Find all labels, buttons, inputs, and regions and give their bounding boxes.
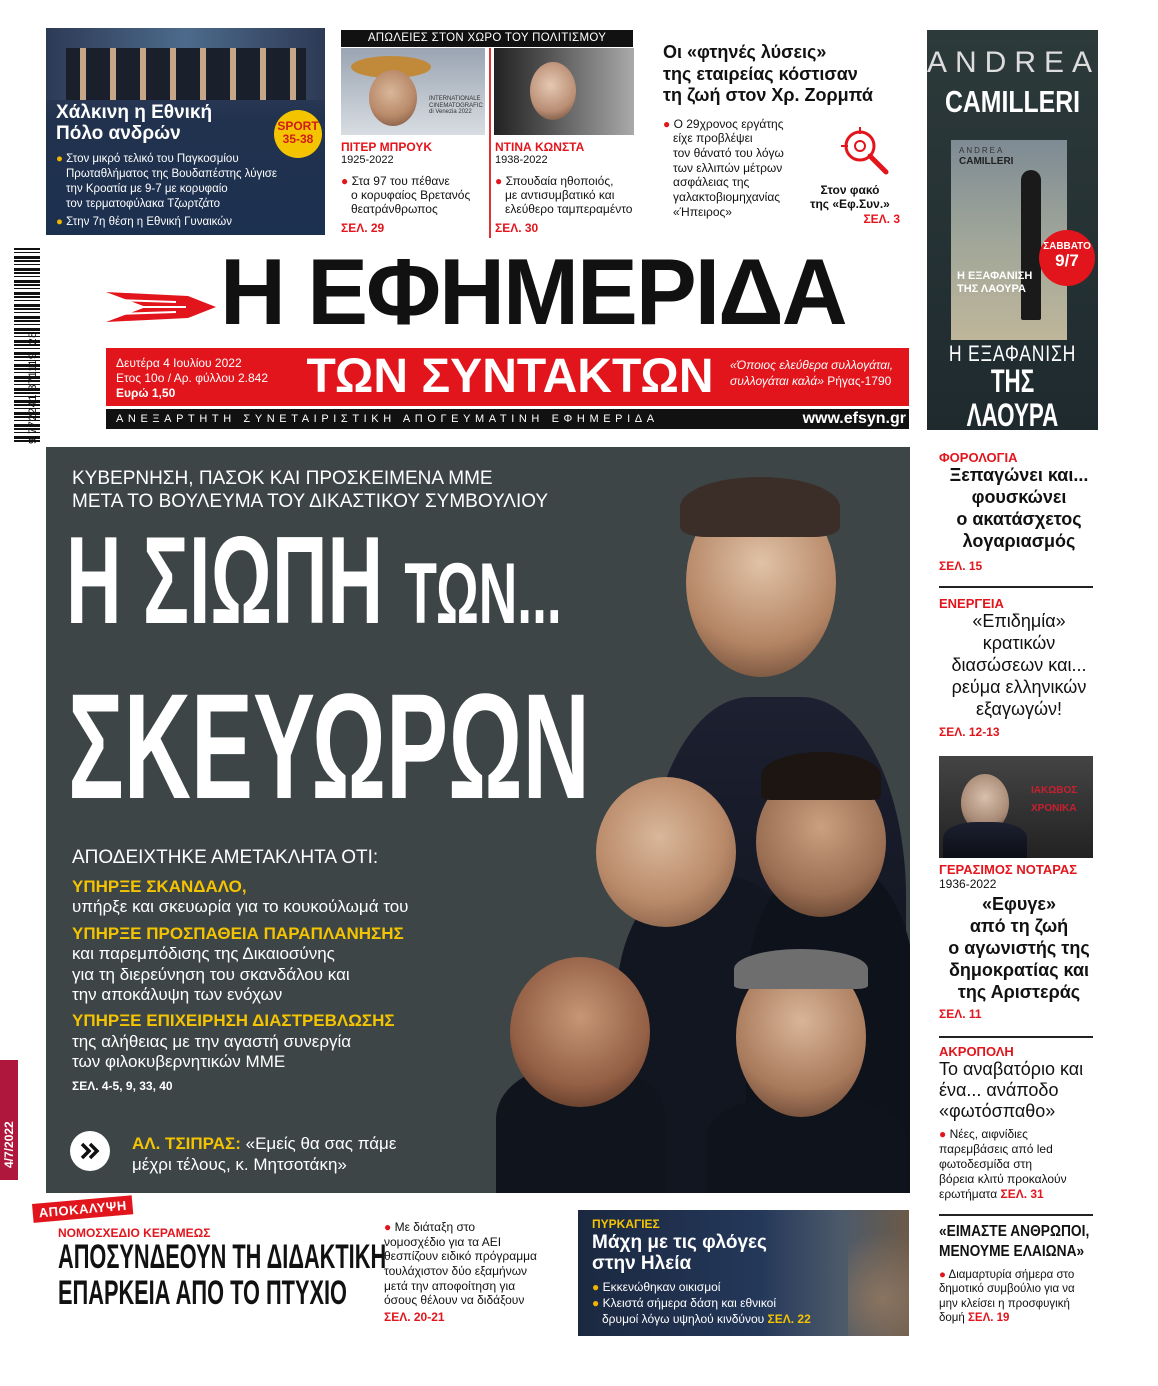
tsipras-quote-1: «Εμείς θα σας πάμε [245,1134,397,1153]
konsta-page[interactable]: ΣΕΛ. 30 [495,220,539,235]
team-photo [46,28,325,100]
energy-story[interactable] [939,596,1099,739]
acropolis-line-1: Το αναβατόριο και [939,1059,1084,1079]
energy-page[interactable]: ΣΕΛ. 12-13 [939,724,1000,739]
kerameos-text-6: όσους θέλουν να διδάξουν [384,1293,525,1308]
energy-line-3: διασώσεων και... [951,654,1087,675]
book-title-1: Η ΕΞΑΦΑΝΙΣΗ [948,341,1077,366]
kerameos-kicker: ΝΟΜΟΣΧΕΔΙΟ ΚΕΡΑΜΕΩΣ [58,1226,211,1240]
notaras-section: ΓΕΡΑΣΙΜΟΣ ΝΟΤΑΡΑΣ [939,862,1078,877]
cheap-title-2: της εταιρείας κόστισαν [663,63,858,84]
sport-badge-label: SPORT [277,119,319,133]
point-2-line-2: για τη διερεύνηση του σκανδάλου και [72,964,350,984]
tax-line-3: ο ακατάσχετος [956,508,1082,529]
cheap-title-3: τη ζωή στον Χρ. Ζορμπά [663,85,873,106]
acropolis-story[interactable]: ΑΚΡΟΠΟΛΗ Το αναβατόριο και ένα... ανάποδο «φωτόσπαθο» ● Νέες, αιφνίδιες παρεμβάσεις από led φωτοδεσμίδα στη βόρεια κλιτύ προκαλούν ερωτήματα ΣΕΛ. 31 [939,1044,1099,1202]
point-2-line-3: την αποκάλυψη των ενόχων [72,984,283,1004]
fires-bullet-1: Εκκενώθηκαν οικισμοί [602,1280,721,1294]
konsta-text-3: ελεύθερο ταμπεραμέντο [505,202,633,217]
kerameos-page[interactable]: ΣΕΛ. 20-21 [384,1309,445,1324]
elaiona-page[interactable]: ΣΕΛ. 19 [968,1312,1010,1325]
fires-title-2: στην Ηλεία [592,1253,692,1275]
energy-line-5: εξαγωγών! [975,698,1063,719]
reveal-badge: ΑΠΟΚΑΛΥΨΗ [32,1195,134,1223]
peter-brook-photo[interactable] [341,48,485,135]
headline-part-3: ΣΚΕΥΩΡΩΝ [68,662,590,830]
acropolis-text-5: ερωτήματα [939,1186,998,1201]
cheap-text-6: γαλακτοβιομηχανίας [673,189,781,204]
notaras-photo-text-1: ΙΑΚΩΒΟΣ [1031,785,1078,796]
konsta-years: 1938-2022 [495,154,548,167]
sport-bullet-2: Στην 7η θέση η Εθνική Γυναικών [66,215,233,228]
website-link[interactable]: www.efsyn.gr [802,410,906,427]
masthead-title: Η ΕΦΗΜΕΡΙΔΑ [220,239,846,344]
cover-title-2: ΤΗΣ ΛΑΟΥΡΑ [957,283,1026,296]
book-date-badge [1039,230,1095,286]
quote-line-1: «Όποιος ελεύθερα συλλογάται, [730,358,894,372]
cheap-page[interactable]: ΣΕΛ. 3 [863,211,900,226]
acropolis-text-4: βόρεια κλιτύ προκαλούν [939,1171,1067,1186]
book-badge-day: ΣΑΒΒΑΤΟ [1043,241,1091,252]
brook-text-1: Στα 97 του πέθανε [351,173,450,188]
book-ad[interactable] [927,30,1101,433]
notaras-line-5: της Αριστεράς [957,981,1081,1002]
konsta-text-2: με αντισυμβατικό και [505,187,615,202]
venice-text-2: CINEMATOGRAFIC [429,102,483,109]
notaras-line-3: ο αγωνιστής της [948,937,1090,958]
acropolis-line-2: ένα... ανάποδο [939,1080,1059,1101]
book-author-2: CAMILLERI [944,84,1080,119]
culture-banner: ΑΠΩΛΕΙΕΣ ΣΤΟΝ ΧΩΡΟ ΤΟΥ ΠΟΛΙΤΙΣΜΟΥ [341,30,633,47]
point-3-line-1: της αλήθειας με την αγαστή συνεργία [72,1031,352,1051]
notaras-story[interactable] [939,862,1099,1021]
point-3-head: ΥΠΗΡΞΕ ΕΠΙΧΕΙΡΗΣΗ ΔΙΑΣΤΡΕΒΛΩΣΗΣ [72,1011,395,1031]
konsta-name: ΝΤΙΝΑ ΚΩΝΣΤΑ [495,140,585,154]
barcode-number: 9 772241 371119 [27,352,39,444]
arrow-circle-icon [70,1131,110,1171]
masthead-subtitle: ΤΩΝ ΣΥΝΤΑΚΤΩΝ [306,350,714,403]
energy-line-4: ρεύμα ελληνικών [951,676,1087,697]
brook-page[interactable]: ΣΕΛ. 29 [341,220,385,235]
notaras-years: 1936-2022 [939,877,997,891]
focus-label-2: της «Εφ.Συν.» [810,197,890,212]
sport-bullet-1-line-2: Πρωταθλήματος της Βουδαπέστης λύγισε [66,167,278,180]
main-kicker-2: ΜΕΤΑ ΤΟ ΒΟΥΛΕΥΜΑ ΤΟΥ ΔΙΚΑΣΤΙΚΟΥ ΣΥΜΒΟΥΛΙΟΥ [72,491,549,513]
tax-story[interactable] [939,450,1099,573]
kerameos-title-1: ΑΠΟΣΥΝΔΕΟΥΝ ΤΗ ΔΙΔΑΚΤΙΚΗ [58,1238,387,1276]
notaras-page[interactable]: ΣΕΛ. 11 [939,1006,982,1021]
cheap-text-1: Ο 29χρονος εργάτης [673,116,784,131]
cheap-text-7: «Ήπειρος» [673,204,732,219]
acropolis-text-1: Νέες, αιφνίδιες [949,1126,1028,1141]
culture-divider [489,48,491,238]
quote-line-2: συλλογάται καλά» [730,373,824,388]
kerameos-text-2: νομοσχέδιο για τα ΑΕΙ [384,1234,502,1249]
fires-bullet-2-1: Κλειστά σήμερα δάση και εθνικοί [602,1295,777,1310]
venice-text-3: di Venezia 2022 [429,109,472,116]
elaiona-text-2: δημοτικό συμβούλιο για να [939,1283,1075,1296]
tax-line-2: φουσκώνει [971,486,1067,507]
acropolis-section: ΑΚΡΟΠΟΛΗ [939,1044,1014,1059]
sport-box[interactable]: Χάλκινη η Εθνική Πόλο ανδρών SPORT 35-38 ● Στον μικρό τελικό του Παγκοσμίου Πρωταθλήματος της Βουδαπέστης λύγισε την Κροατία με 9-7 με κορυφαίο τον τερματοφύλακα Τζωρτζάτο ● Στην 7η θέση η Εθνική Γυναικών [46,28,325,235]
masthead-date: Δευτέρα 4 Ιουλίου 2022 [116,356,242,370]
kerameos-text-1: Με διάταξη στο [394,1220,476,1234]
sport-bullet-1-line-1: Στον μικρό τελικό του Παγκοσμίου [66,153,239,165]
cheap-text-4: των ελλιπών μέτρων [673,160,783,175]
point-2-head: ΥΠΗΡΞΕ ΠΡΟΣΠΑΘΕΙΑ ΠΑΡΑΠΛΑΝΗΣΗΣ [72,923,404,943]
fires-page[interactable]: ΣΕΛ. 22 [767,1311,811,1326]
kerameos-text-4: τουλάχιστον δύο εξαμήνων [384,1263,528,1278]
tax-line-1: Ξεπαγώνει και... [949,465,1089,485]
sport-bullet-1-line-3: την Κροατία με 9-7 με κορυφαίο [66,182,228,195]
cover-author-1: ANDREA [959,146,1005,155]
kerameos-story[interactable] [58,1226,387,1312]
masthead-price: Ευρώ 1,50 [116,386,176,400]
cheap-text-5: ασφάλειας της [673,175,750,190]
proved-heading: ΑΠΟΔΕΙΧΤΗΚΕ ΑΜΕΤΑΚΛΗΤΑ ΟΤΙ: [72,847,379,868]
fires-kicker: ΠΥΡΚΑΓΙΕΣ [592,1217,660,1231]
book-author-1: ANDREA [927,46,1101,79]
main-story[interactable] [46,447,910,1193]
acropolis-page[interactable]: ΣΕΛ. 31 [1000,1186,1044,1201]
kerameos-text-5: μετά την αποφοίτηση για [384,1278,516,1293]
fires-title-1: Μάχη με τις φλόγες [592,1232,767,1253]
main-pages[interactable]: ΣΕΛ. 4-5, 9, 33, 40 [72,1078,173,1093]
notaras-photo[interactable] [939,756,1093,858]
book-badge-date: 9/7 [1055,251,1079,270]
elaiona-text-3: μην κλείσει η προσφυγική [939,1297,1070,1310]
acropolis-line-3: «φωτόσπαθο» [939,1101,1056,1122]
notaras-line-1: «Εφυγε» [982,894,1056,914]
sport-badge[interactable] [274,110,322,158]
elaiona-text-1: Διαμαρτυρία σήμερα στο [948,1269,1075,1281]
energy-line-1: «Επιδημία» [972,611,1066,631]
notaras-photo-text-2: ΧΡΟΝΙΚΑ [1031,803,1077,814]
brook-text-3: θεατράνθρωπος [351,202,438,217]
acropolis-text-3: φωτοδεσμίδα στη [939,1156,1033,1171]
tax-page[interactable]: ΣΕΛ. 15 [939,558,983,573]
fires-bullet-2-2: δρυμοί λόγω υψηλού κινδύνου [602,1311,765,1326]
point-2-line-1: και παρεμπόδισης της Δικαιοσύνης [72,944,335,964]
book-title-2: ΤΗΣ ΛΑΟΥΡΑ [966,363,1059,433]
side-date: 4/7/2022 [2,1121,16,1168]
point-1-head: ΥΠΗΡΞΕ ΣΚΑΝΔΑΛΟ, [72,877,247,896]
point-3-line-2: των φιλοκυβερνητικών ΜΜΕ [72,1052,286,1072]
kerameos-title-2: ΕΠΑΡΚΕΙΑ ΑΠΟ ΤΟ ΠΤΥΧΙΟ [58,1273,347,1312]
tsipras-name: ΑΛ. ΤΣΙΠΡΑΣ: [132,1134,241,1153]
sport-title-2: Πόλο ανδρών [56,123,181,145]
barcode-suffix: 28 [27,331,39,345]
notaras-line-4: δημοκρατίας και [948,959,1090,980]
cheap-title-1: Οι «φτηνές λύσεις» [663,42,827,62]
energy-line-2: κρατικών [982,632,1056,653]
cover-title-1: Η ΕΞΑΦΑΝΙΣΗ [957,270,1033,282]
main-kicker-1: ΚΥΒΕΡΝΗΣΗ, ΠΑΣΟΚ ΚΑΙ ΠΡΟΣΚΕΙΜΕΝΑ ΜΜΕ [72,468,493,489]
elaiona-line-2: ΜΕΝΟΥΜΕ ΕΛΑΙΩΝΑ» [939,1243,1085,1260]
headline-part-2: ΤΩΝ... [404,546,562,642]
elaiona-line-1: «ΕΙΜΑΣΤΕ ΑΝΘΡΩΠΟΙ, [939,1223,1090,1240]
acropolis-text-2: παρεμβάσεις από led [939,1141,1053,1156]
ntina-konsta-photo[interactable] [494,48,634,135]
fires-story[interactable]: ΠΥΡΚΑΓΙΕΣ Μάχη με τις φλόγες στην Ηλεία ● Εκκενώθηκαν οικισμοί ● Κλειστά σήμερα δάση και εθνικοί δρυμοί λόγω υψηλού κινδύνου ΣΕΛ. 22 [578,1210,909,1336]
cheap-text-2: είχε προβλέψει [673,131,753,146]
masthead-issue: Ετος 10ο / Αρ. φύλλου 2.842 [116,371,268,385]
sport-badge-pages: 35-38 [282,132,314,147]
kerameos-text-3: θεσπίζουν ειδικό πρόγραμμα [384,1249,537,1264]
cheap-text-3: τον θάνατό του λόγω [673,146,784,161]
point-1-line-1: υπήρξε και σκευωρία για το κουκούλωμά του [72,897,409,917]
sport-title-1: Χάλκινη η Εθνική [56,102,213,123]
cover-author-2: CAMILLERI [959,156,1014,167]
notaras-line-2: από τη ζωή [969,915,1069,936]
tax-line-4: λογαριασμός [962,530,1076,551]
magnifier-icon [838,124,890,176]
right-separator-3 [939,1214,1093,1216]
masthead-tagline: ΑΝΕΞΑΡΤΗΤΗ ΣΥΝΕΤΑΙΡΙΣΤΙΚΗ ΑΠΟΓΕΥΜΑΤΙΝΗ ΕΦΗΜΕΡΙΔΑ [116,413,659,425]
brook-text-2: ο κορυφαίος Βρετανός [351,187,471,202]
brook-name: ΠΙΤΕΡ ΜΠΡΟΥΚ [341,140,433,154]
headline-part-1: Η ΣΙΩΠΗ [66,512,384,650]
focus-label-1: Στον φακό [820,183,880,197]
sport-bullet-1-line-4: τον τερματοφύλακα Τζωρτζάτο [66,197,220,210]
cheap-solutions-story[interactable]: Οι «φτηνές λύσεις» της εταιρείας κόστισαν τη ζωή στον Χρ. Ζορμπά ● Ο 29χρονος εργάτης είχε προβλέψει τον θάνατό του λόγω των ελλιπών μέτρων ασφάλειας της γαλακτοβιομηχανίας «Ήπειρος» [663,42,908,219]
brook-years: 1925-2022 [341,154,394,167]
tax-section: ΦΟΡΟΛΟΓΙΑ [939,450,1018,465]
pen-logo-icon [106,282,216,332]
right-separator-1 [939,586,1093,588]
tsipras-quote-2: μέχρι τέλους, κ. Μητσοτάκη» [132,1155,347,1175]
right-separator-2 [939,1036,1093,1038]
venice-text-1: INTERNATIONALE [429,96,481,102]
elaiona-text-4: δομή [939,1312,965,1325]
elaiona-story[interactable]: «ΕΙΜΑΣΤΕ ΑΝΘΡΩΠΟΙ, ΜΕΝΟΥΜΕ ΕΛΑΙΩΝΑ» ● Διαμαρτυρία σήμερα στο δημοτικό συμβούλιο για να μην κλείσει η προσφυγική δομή ΣΕΛ. 19 [939,1222,1099,1326]
konsta-text-1: Σπουδαία ηθοποιός, [505,173,614,188]
energy-section: ΕΝΕΡΓΕΙΑ [939,596,1004,611]
quote-author: Ρήγας-1790 [827,373,892,388]
